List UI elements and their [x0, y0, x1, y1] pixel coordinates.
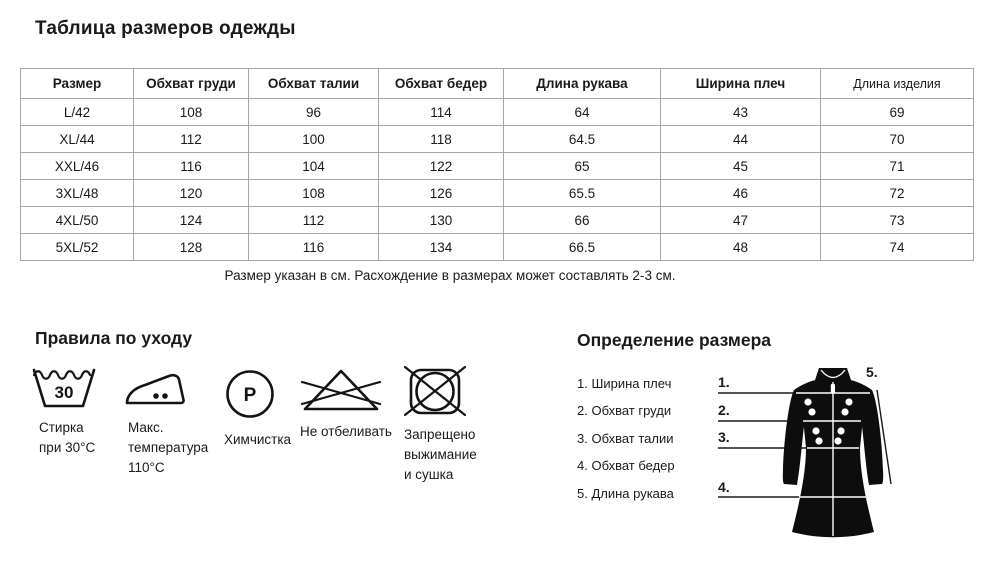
table-cell: 122	[379, 153, 504, 180]
table-row	[21, 207, 974, 234]
table-cell: 3XL/48	[21, 180, 134, 207]
table-cell: 73	[821, 207, 974, 234]
care-item	[224, 368, 291, 450]
diagram-number-label: 3.	[718, 429, 730, 445]
table-cell: 120	[134, 180, 249, 207]
table-cell: 69	[821, 99, 974, 126]
table-cell: 71	[821, 153, 974, 180]
table-cell: 96	[249, 99, 379, 126]
table-cell: 124	[134, 207, 249, 234]
table-cell: 116	[134, 153, 249, 180]
care-item-label: Стирка при 30°С	[39, 420, 96, 455]
care-item-label: Запрещено выжимание и сушка	[404, 427, 477, 482]
care-item-label: Макс. температура 110°С	[128, 420, 209, 475]
table-cell: 104	[249, 153, 379, 180]
size-table	[20, 68, 974, 261]
size-guide-list	[577, 376, 675, 513]
no-wring-dry-icon	[404, 365, 477, 417]
table-cell: 112	[249, 207, 379, 234]
column-header: Длина изделия	[821, 69, 974, 99]
table-cell: 64.5	[504, 126, 661, 153]
care-item	[123, 368, 208, 478]
table-cell: 100	[249, 126, 379, 153]
table-cell: 64	[504, 99, 661, 126]
diagram-number-label: 1.	[718, 374, 730, 390]
table-cell: 43	[661, 99, 821, 126]
table-cell: 66.5	[504, 234, 661, 261]
table-cell: 72	[821, 180, 974, 207]
care-item	[404, 365, 477, 485]
list-item: 5. Длина рукава	[577, 485, 674, 501]
table-cell: 44	[661, 126, 821, 153]
table-cell: 47	[661, 207, 821, 234]
list-item: 4. Обхват бедер	[577, 458, 675, 474]
size-guide-title: Определение размера	[577, 330, 771, 350]
no-bleach-icon	[300, 367, 392, 413]
iron-icon	[123, 368, 208, 410]
column-header: Длина рукава	[504, 69, 661, 99]
table-cell: 126	[379, 180, 504, 207]
care-item-label: Не отбеливать	[300, 424, 392, 439]
column-header: Обхват бедер	[379, 69, 504, 99]
table-cell: 134	[379, 234, 504, 261]
coat-diagram-image	[705, 358, 905, 568]
table-cell: 70	[821, 126, 974, 153]
table-cell: 130	[379, 207, 504, 234]
table-cell: 48	[661, 234, 821, 261]
wash-30-icon	[31, 364, 97, 412]
list-item: 2. Обхват груди	[577, 403, 672, 419]
table-cell: 112	[134, 126, 249, 153]
table-header-row	[21, 69, 974, 99]
table-cell: L/42	[21, 99, 134, 126]
page-title: Таблица размеров одежды	[35, 18, 296, 39]
table-cell: 108	[249, 180, 379, 207]
table-cell: 128	[134, 234, 249, 261]
table-cell: 5XL/52	[21, 234, 134, 261]
table-row	[21, 153, 974, 180]
table-cell: 65.5	[504, 180, 661, 207]
care-item-label: Химчистка	[224, 432, 292, 447]
diagram-number-label: 2.	[718, 402, 730, 418]
table-cell: 65	[504, 153, 661, 180]
size-note: Размер указан в см. Расхождение в размерах может составлять 2-3 см.	[224, 268, 676, 283]
table-row	[21, 180, 974, 207]
table-cell: 45	[661, 153, 821, 180]
table-cell: 114	[379, 99, 504, 126]
table-cell: XXL/46	[21, 153, 134, 180]
list-item: 3. Обхват талии	[577, 430, 674, 446]
table-cell: XL/44	[21, 126, 134, 153]
table-cell: 66	[504, 207, 661, 234]
table-cell: 74	[821, 234, 974, 261]
list-item: 1. Ширина плеч	[577, 376, 672, 391]
column-header: Ширина плеч	[661, 69, 821, 99]
care-item	[300, 367, 392, 442]
table-cell: 108	[134, 99, 249, 126]
table-cell: 116	[249, 234, 379, 261]
table-cell: 118	[379, 126, 504, 153]
dry-clean-icon	[224, 368, 291, 420]
table-cell: 46	[661, 180, 821, 207]
wash-temp-label: 30	[54, 383, 74, 402]
column-header: Обхват груди	[134, 69, 249, 99]
column-header: Размер	[21, 69, 134, 99]
column-header: Обхват талии	[249, 69, 379, 99]
table-row	[21, 126, 974, 153]
table-row	[21, 99, 974, 126]
dry-clean-letter: P	[243, 385, 257, 406]
table-row	[21, 234, 974, 261]
diagram-number-label: 5.	[866, 364, 878, 380]
care-item	[31, 364, 97, 458]
care-section-title: Правила по уходу	[35, 328, 193, 348]
table-cell: 4XL/50	[21, 207, 134, 234]
diagram-number-label: 4.	[718, 479, 730, 495]
